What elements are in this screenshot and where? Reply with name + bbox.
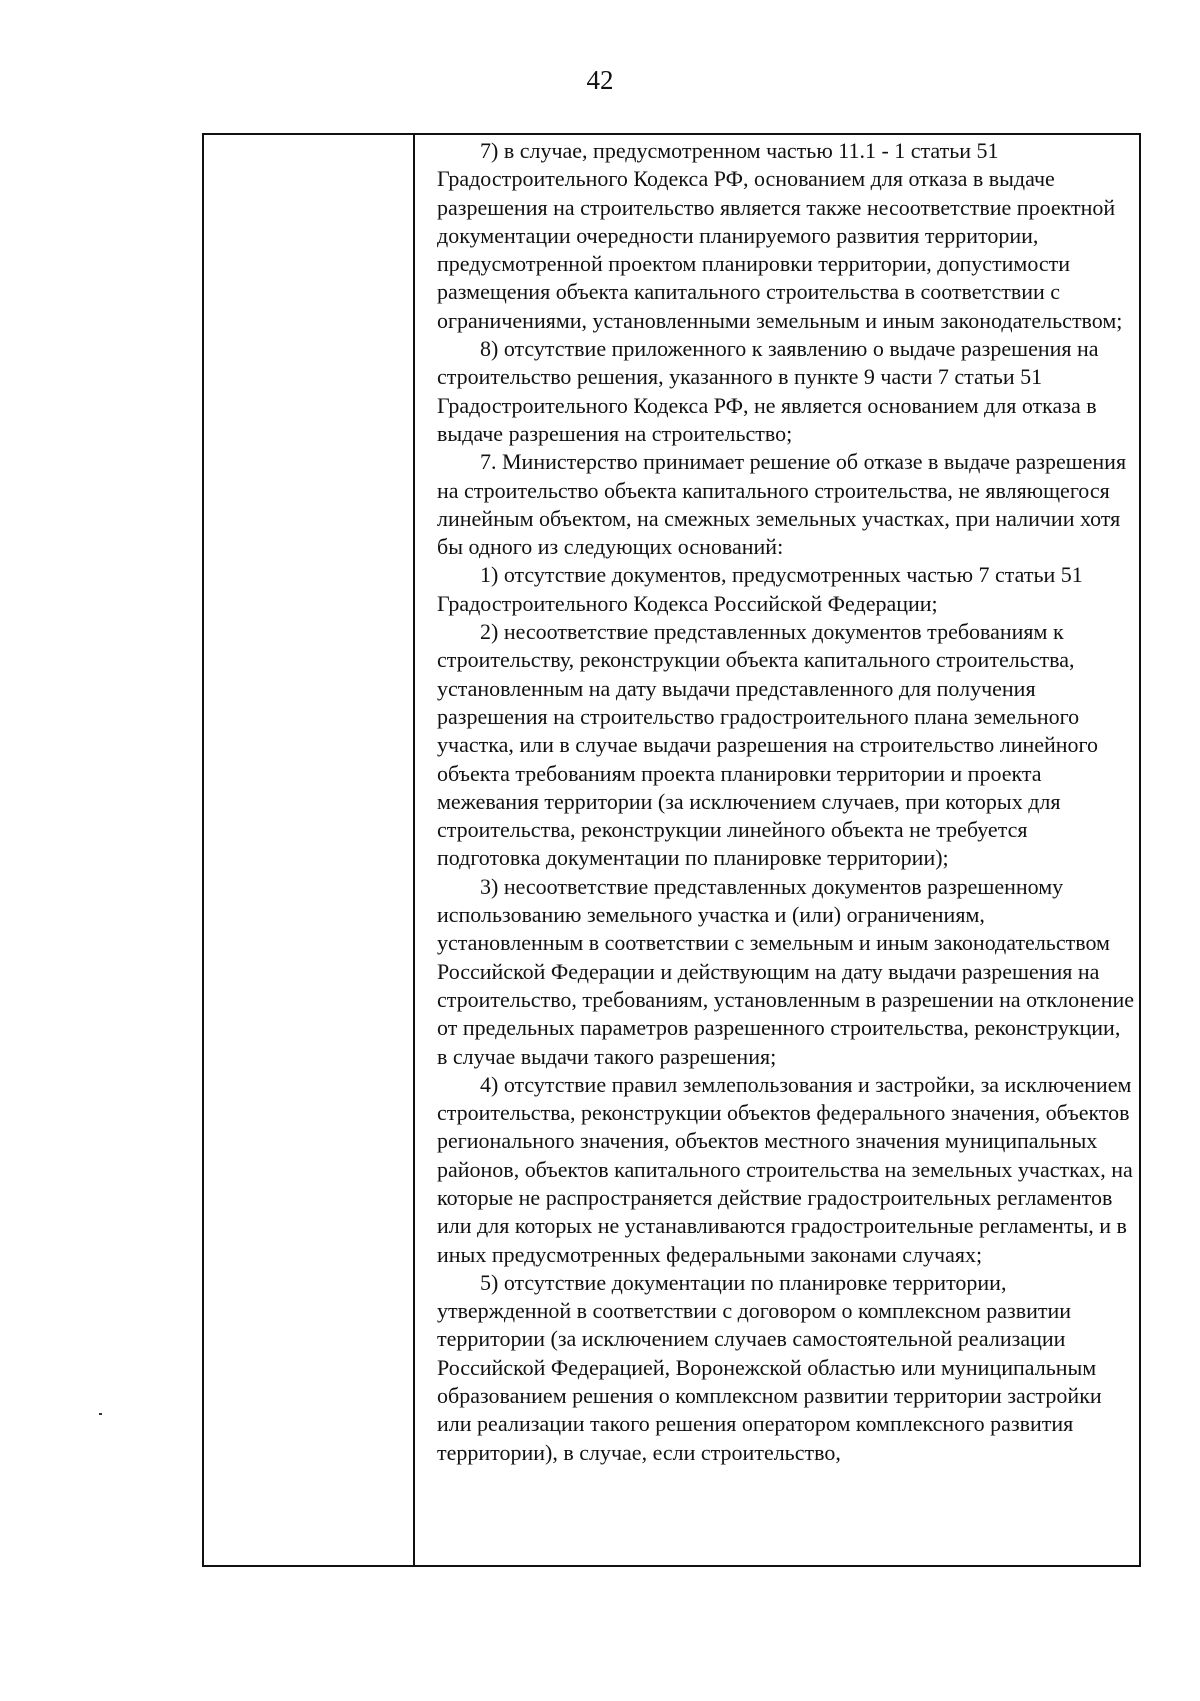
paragraph-ground-5: 5) отсутствие документации по планировке территории, утвержденной в соответствии с договором о комплексном развитии территории (за исключением случаев самостоятельной реализации Российской Федерацией, Воронежской областью или муниципальным образованием решения о комплексном развитии территории застройки или реализации такого решения оператором комплексного развития территории), в случае, если строительство,	[437, 1269, 1102, 1465]
paragraph-ground-4: 4) отсутствие правил землепользования и застройки, за исключением строительства, реконструкции объектов федерального значения, объектов регионального значения, объектов местного значения муниципальных районов, объектов капитального строительства на земельных участках, на которые не распространяется действие градостроительных регламентов или для которых не устанавливаются градостроительные регламенты, и в иных предусмотренных федеральными законами случаях;	[437, 1071, 1133, 1267]
table-left-cell	[204, 135, 415, 1565]
paragraph-ground-1: 1) отсутствие документов, предусмотренных частью 7 статьи 51 Градостроительного Кодекса Российской Федерации;	[437, 562, 1083, 616]
paragraph-ground-3: 3) несоответствие представленных документов разрешенному использованию земельного участка и (или) ограничениям, установленным в соответствии с земельным и иным законодательством Российской Федерации и действующим на дату выдачи разрешения на строительство, требованиям, установленным в разрешении на отклонение от предельных параметров разрешенного строительства, реконструкции, в случае выдачи такого разрешения;	[437, 873, 1135, 1069]
table-right-cell	[415, 135, 1139, 1565]
scan-speck	[99, 1413, 102, 1415]
document-table	[202, 133, 1141, 1567]
page-number: 42	[586, 65, 614, 95]
paragraph-item-7: 7) в случае, предусмотренном частью 11.1 - 1 статьи 51 Градостроительного Кодекса РФ, основанием для отказа в выдаче разрешения на строительство является также несоответствие проектной документации очередности планируемого развития территории, предусмотренной проектом планировки территории, допустимости размещения объекта капитального строительства в соответствии с ограничениями, установленными земельным и иным законодательством;	[437, 138, 1123, 333]
paragraph-clause-7: 7. Министерство принимает решение об отказе в выдаче разрешения на строительство объекта капитального строительства, не являющегося линейным объектом, на смежных земельных участках, при наличии хотя бы одного из следующих оснований:	[437, 449, 1127, 560]
paragraph-ground-2: 2) несоответствие представленных документов требованиям к строительству, реконструкции объекта капитального строительства, установленным на дату выдачи представленного для получения разрешения на строительство градостроительного плана земельного участка, или в случае выдачи разрешения на строительство линейного объекта требованиям проекта планировки территории и проекта межевания территории (за исключением случаев, при которых для строительства, реконструкции линейного объекта не требуется подготовка документации по планировке территории);	[437, 619, 1099, 871]
paragraph-item-8: 8) отсутствие приложенного к заявлению о выдаче разрешения на строительство решения, указанного в пункте 9 части 7 статьи 51 Градостроительного Кодекса РФ, не является основанием для отказа в выдаче разрешения на строительство;	[437, 336, 1099, 446]
